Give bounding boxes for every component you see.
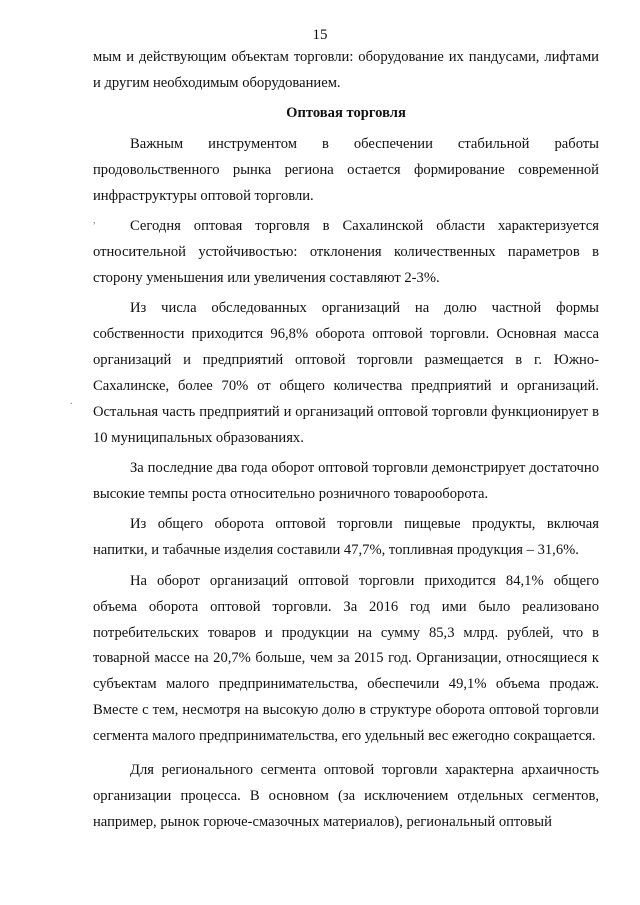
paragraph: Для регионального сегмента оптовой торговли характерна архаичность организации процесса. В основном (за исключением отдельных сегментов, например, рынок горюче-смазочных материалов), региональный оптовый	[93, 762, 599, 830]
scan-speck: ,	[93, 215, 96, 226]
section-heading: Оптовая торговля	[286, 105, 406, 122]
paragraph: Важным инструментом в обеспечении стабильной работы продовольственного рынка региона остается формирование современной инфраструктуры оптовой торговли.	[93, 135, 599, 204]
paragraph: Из числа обследованных организаций на долю частной формы собственности приходится 96,8% оборота оптовой торговли. Основная масса организаций и предприятий оптовой торговли размещается в г. Южно-Сахалинске, более 70% от общего количества предприятий и организаций. Остальная часть предприятий и организаций оптовой торговли функционирует в 10 муниципальных образованиях.	[93, 300, 599, 446]
page-number: 15	[312, 27, 328, 43]
scan-speck: .	[70, 396, 73, 407]
paragraph: Сегодня оптовая торговля в Сахалинской области характеризуется относительной устойчивостью: отклонения количественных параметров в сторону уменьшения или увеличения составляют 2-3%.	[93, 217, 599, 286]
paragraph: За последние два года оборот оптовой торговли демонстрирует достаточно высокие темпы роста относительно розничного товарооборота.	[93, 460, 599, 502]
paragraph: Из общего оборота оптовой торговли пищевые продукты, включая напитки, и табачные изделия составили 47,7%, топливная продукция – 31,6%.	[93, 516, 599, 559]
paragraph: На оборот организаций оптовой торговли приходится 84,1% общего объема оборота оптовой торговли. За 2016 год ими было реализовано потребительских товаров и продукции на сумму 85,3 млрд. рублей, что в товарной массе на 20,7% больше, чем за 2015 год. Организации, относящиеся к субъектам малого предпринимательства, обеспечили 49,1% объема продаж. Вместе с тем, несмотря на высокую долю в структуре оборота оптовой торговли сегмента малого предпринимательства, его удельный вес ежегодно сокращается.	[93, 572, 599, 745]
continuation-paragraph: мым и действующим объектам торговли: оборудование их пандусами, лифтами и другим необходимым оборудованием.	[93, 49, 599, 91]
text-body	[93, 45, 599, 840]
